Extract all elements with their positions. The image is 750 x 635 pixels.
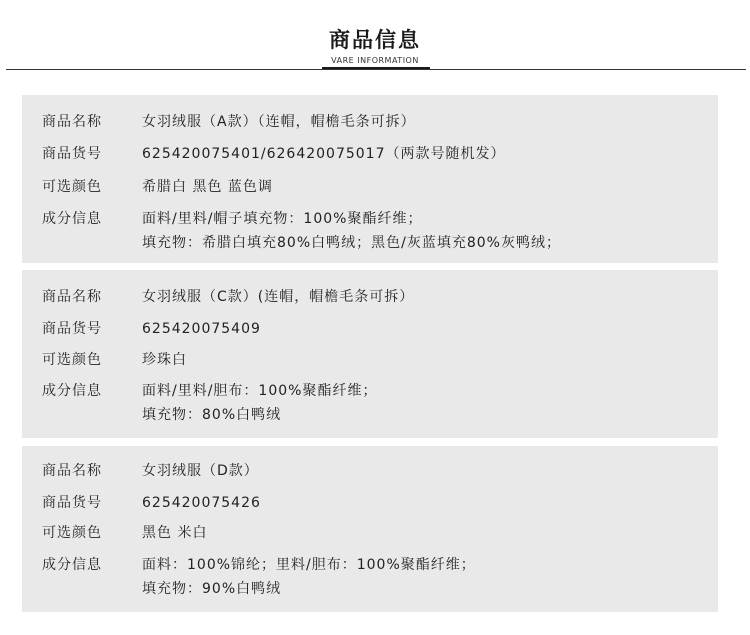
product-color-value: 黑色 米白 [142, 525, 208, 541]
product-material-label: 成分信息 [42, 383, 102, 399]
product-name-label: 商品名称 [42, 289, 102, 305]
material-line-1: 面料：100%锦纶；里料/胆布：100%聚酯纤维； [142, 557, 476, 573]
product-card-a [22, 95, 718, 263]
product-sku-label: 商品货号 [42, 321, 102, 337]
product-name-value: 女羽绒服（D款） [142, 463, 259, 479]
product-color-label: 可选颜色 [42, 179, 102, 195]
product-sku-value: 625420075401/626420075017（两款号随机发） [142, 146, 506, 162]
material-line-2: 填充物：希腊白填充80%白鸭绒；黑色/灰蓝填充80%灰鸭绒； [142, 235, 561, 251]
product-material-label: 成分信息 [42, 211, 102, 227]
section-header [0, 0, 750, 72]
product-material-value [142, 553, 702, 601]
product-sku-label: 商品货号 [42, 146, 102, 162]
product-name-label: 商品名称 [42, 463, 102, 479]
product-card-c [22, 270, 718, 438]
material-line-2: 填充物：90%白鸭绒 [142, 581, 282, 597]
product-card-d [22, 446, 718, 612]
page-title: 商品信息 [329, 28, 421, 52]
header-divider [6, 69, 746, 70]
product-name-label: 商品名称 [42, 114, 102, 130]
product-color-label: 可选颜色 [42, 352, 102, 368]
material-line-2: 填充物：80%白鸭绒 [142, 407, 282, 423]
product-color-value: 希腊白 黑色 蓝色调 [142, 179, 273, 195]
product-material-label: 成分信息 [42, 557, 102, 573]
product-material-value [142, 379, 702, 427]
product-color-value: 珍珠白 [142, 352, 187, 368]
product-material-value [142, 207, 702, 255]
product-name-value: 女羽绒服（C款）(连帽，帽檐毛条可拆） [142, 289, 415, 305]
product-sku-value: 625420075409 [142, 321, 261, 337]
page-subtitle: VARE INFORMATION [331, 56, 419, 65]
material-line-1: 面料/里料/胆布：100%聚酯纤维； [142, 383, 378, 399]
product-name-value: 女羽绒服（A款）（连帽，帽檐毛条可拆） [142, 114, 416, 130]
product-color-label: 可选颜色 [42, 525, 102, 541]
product-sku-label: 商品货号 [42, 495, 102, 511]
material-line-1: 面料/里料/帽子填充物：100%聚酯纤维； [142, 211, 423, 227]
product-sku-value: 625420075426 [142, 495, 261, 511]
